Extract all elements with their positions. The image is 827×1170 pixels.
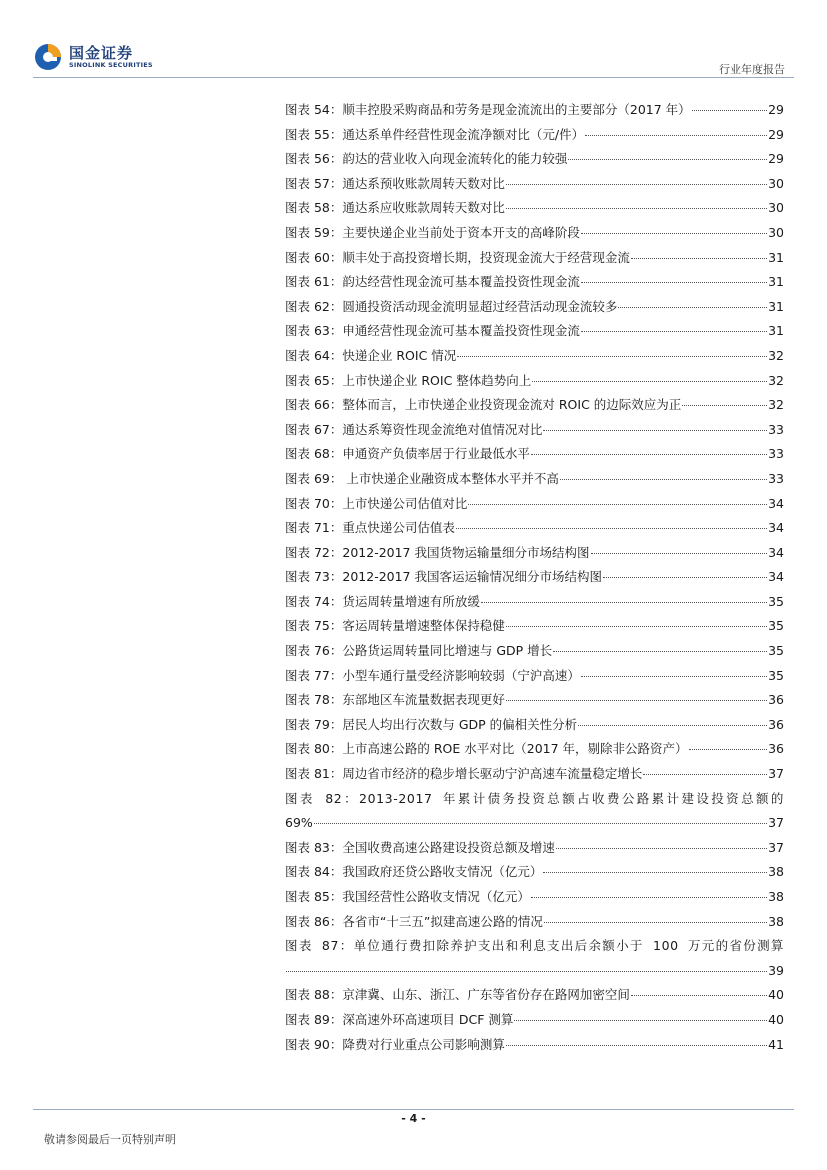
toc-entry-label: 图表 84：我国政府还贷公路收支情况（亿元） [285, 864, 543, 880]
toc-entry-label: 图表 79：居民人均出行次数与 GDP 的偏相关性分析 [285, 716, 578, 732]
toc-entry-label: 图表 88：京津冀、山东、浙江、广东等省份存在路网加密空间 [285, 987, 630, 1003]
toc-page-number: 38 [768, 913, 784, 929]
toc-entry-label: 图表 71：重点快递公司估值表 [285, 520, 455, 536]
toc-entry[interactable] [285, 246, 784, 271]
toc-leader-dots [553, 650, 767, 652]
toc-entry[interactable] [285, 147, 784, 172]
toc-leader-dots [468, 503, 767, 505]
toc-page-number: 34 [768, 569, 784, 585]
toc-entry[interactable] [285, 172, 784, 197]
toc-leader-dots [581, 675, 767, 677]
toc-leader-dots [603, 576, 767, 578]
toc-entry[interactable] [285, 295, 784, 320]
toc-leader-dots [643, 773, 767, 775]
toc-entry-label: 图表 66：整体而言，上市快递企业投资现金流对 ROIC 的边际效应为正 [285, 397, 682, 413]
toc-entry[interactable] [285, 762, 784, 787]
toc-entry[interactable] [285, 836, 784, 861]
toc-page-number: 30 [768, 200, 784, 216]
toc-leader-dots [286, 970, 767, 972]
toc-page-number: 38 [768, 889, 784, 904]
toc-entry-label: 图表 67：通达系筹资性现金流绝对值情况对比 [285, 421, 543, 437]
logo-english-name: SINOLINK SECURITIES [69, 60, 153, 69]
toc-page-number: 36 [768, 741, 784, 757]
toc-entry-label: 图表 54：顺丰控股采购商品和劳务是现金流流出的主要部分（2017 年） [285, 102, 691, 117]
toc-entry-label: 图表 63：申通经营性现金流可基本覆盖投资性现金流 [285, 323, 580, 339]
toc-page-number: 38 [768, 864, 784, 880]
toc-entry[interactable] [285, 442, 784, 467]
toc-entry-label: 图表 57：通达系预收账款周转天数对比 [285, 175, 505, 191]
toc-page-number: 30 [768, 175, 784, 191]
toc-leader-dots [457, 355, 767, 357]
toc-page-number: 34 [768, 495, 784, 511]
toc-leader-dots [631, 257, 767, 259]
toc-page-number: 32 [768, 397, 784, 413]
toc-leader-dots [506, 183, 767, 185]
toc-page-number: 31 [768, 274, 784, 290]
table-of-figures [285, 98, 784, 1057]
toc-entry-label: 图表 73：2012-2017 我国客运运输情况细分市场结构图 [285, 569, 602, 585]
footer-divider [33, 1109, 794, 1110]
toc-page-number: 40 [768, 1011, 784, 1027]
toc-entry-label: 图表 65：上市快递企业 ROIC 整体趋势向上 [285, 372, 532, 388]
toc-entry-label: 图表 70：上市快递公司估值对比 [285, 495, 468, 511]
toc-entry-label: 图表 69： 上市快递企业融资成本整体水平并不高 [285, 470, 559, 486]
toc-entry-label: 图表 85：我国经营性公路收支情况（亿元） [285, 889, 530, 904]
report-type: 行业年度报告 [719, 63, 785, 76]
toc-leader-dots [560, 478, 767, 480]
toc-entry[interactable] [285, 270, 784, 295]
toc-entry-label: 图表 56：韵达的营业收入向现金流转化的能力较强 [285, 151, 568, 167]
toc-entry[interactable] [285, 123, 784, 148]
toc-leader-dots [531, 896, 767, 898]
toc-leader-dots [543, 871, 767, 873]
toc-entry-label: 图表 87：单位通行费扣除养护支出和利息支出后余额小于 100 万元的省份测算 [285, 938, 784, 954]
toc-page-number: 36 [768, 692, 784, 708]
sinolink-logo-icon [33, 42, 63, 72]
toc-entry[interactable] [285, 590, 784, 615]
toc-entry[interactable] [285, 1008, 784, 1033]
toc-entry[interactable] [285, 1033, 784, 1058]
toc-leader-dots [682, 404, 767, 406]
toc-page-number: 35 [768, 593, 784, 609]
toc-leader-dots [581, 232, 767, 234]
toc-leader-dots [514, 1019, 767, 1021]
toc-leader-dots [585, 134, 767, 136]
toc-page-number: 30 [768, 224, 784, 240]
toc-entry[interactable] [285, 860, 784, 885]
toc-entry-label: 图表 82：2013-2017 年累计债务投资总额占收费公路累计建设投资总额的 [285, 790, 784, 806]
toc-entry[interactable] [285, 98, 784, 123]
toc-entry[interactable] [285, 639, 784, 664]
toc-entry-label: 图表 59：主要快递企业当前处于资本开支的高峰阶段 [285, 224, 580, 240]
toc-entry[interactable] [285, 910, 784, 935]
disclaimer-text: 敬请参阅最后一页特别声明 [44, 1133, 176, 1146]
company-logo [33, 42, 153, 72]
toc-entry[interactable] [285, 344, 784, 369]
toc-entry[interactable] [285, 516, 784, 541]
toc-entry-label: 图表 89：深高速外环高速项目 DCF 测算 [285, 1011, 514, 1027]
toc-page-number: 35 [768, 618, 784, 634]
toc-entry-label: 图表 76：公路货运周转量同比增速与 GDP 增长 [285, 643, 553, 659]
toc-entry[interactable] [285, 688, 784, 713]
toc-entry[interactable] [285, 418, 784, 443]
toc-page-number: 33 [768, 470, 784, 486]
toc-entry[interactable] [285, 492, 784, 517]
toc-page-number: 32 [768, 347, 784, 363]
toc-page-number: 34 [768, 544, 784, 560]
toc-entry[interactable] [285, 393, 784, 418]
toc-leader-dots [532, 380, 767, 382]
toc-entry[interactable] [285, 983, 784, 1008]
toc-entry[interactable] [285, 541, 784, 566]
toc-entry-label: 图表 62：圆通投资活动现金流明显超过经营活动现金流较多 [285, 298, 618, 314]
toc-page-number: 31 [768, 323, 784, 339]
toc-page-number: 35 [768, 667, 784, 683]
toc-entry-label: 图表 55：通达系单件经营性现金流净额对比（元/件） [285, 126, 585, 142]
toc-page-number: 29 [768, 126, 784, 142]
toc-entry-label: 图表 68：申通资产负债率居于行业最低水平 [285, 446, 530, 462]
toc-entry[interactable] [285, 565, 784, 590]
toc-page-number: 37 [768, 839, 784, 855]
header-divider [33, 77, 794, 78]
toc-entry-label: 图表 90：降费对行业重点公司影响测算 [285, 1036, 505, 1052]
page-number: - 4 - [401, 1112, 426, 1125]
toc-entry-label: 图表 81：周边省市经济的稳步增长驱动宁沪高速车流量稳定增长 [285, 766, 643, 782]
page-header [0, 0, 827, 80]
toc-page-number: 37 [768, 766, 784, 782]
toc-leader-dots [581, 281, 767, 283]
toc-leader-dots [506, 207, 767, 209]
toc-leader-dots [581, 330, 767, 332]
toc-leader-dots [456, 527, 767, 529]
toc-entry[interactable] [285, 467, 784, 492]
toc-leader-dots [544, 921, 767, 923]
toc-page-number: 39 [768, 962, 784, 978]
toc-page-number: 32 [768, 372, 784, 388]
toc-leader-dots [618, 306, 767, 308]
toc-entry-label: 图表 72：2012-2017 我国货物运输量细分市场结构图 [285, 544, 590, 560]
toc-entry[interactable] [285, 664, 784, 689]
toc-entry-label: 图表 77：小型车通行量受经济影响较弱（宁沪高速） [285, 667, 580, 683]
toc-page-number: 29 [768, 102, 784, 117]
toc-entry-label: 图表 60：顺丰处于高投资增长期，投资现金流大于经营现金流 [285, 249, 630, 265]
toc-leader-dots [506, 699, 767, 701]
toc-entry[interactable] [285, 319, 784, 344]
toc-entry[interactable] [285, 196, 784, 221]
toc-leader-dots [689, 748, 768, 750]
toc-entry[interactable] [285, 614, 784, 639]
toc-entry-label: 图表 86：各省市“十三五”拟建高速公路的情况 [285, 913, 543, 929]
toc-entry[interactable] [285, 713, 784, 738]
toc-leader-dots [531, 453, 767, 455]
toc-leader-dots [631, 994, 767, 996]
toc-entry-label-continued: 69% [285, 815, 313, 831]
toc-entry[interactable] [285, 737, 784, 762]
toc-leader-dots [506, 1044, 767, 1046]
toc-entry[interactable] [285, 787, 784, 836]
toc-page-number: 33 [768, 421, 784, 437]
toc-leader-dots [543, 429, 767, 431]
toc-entry-label: 图表 75：客运周转量增速整体保持稳健 [285, 618, 505, 634]
toc-leader-dots [314, 822, 767, 824]
toc-page-number: 41 [768, 1036, 784, 1052]
logo-chinese-name: 国金证券 [69, 43, 134, 62]
toc-entry[interactable] [285, 221, 784, 246]
toc-page-number: 34 [768, 520, 784, 536]
toc-entry-label: 图表 80：上市高速公路的 ROE 水平对比（2017 年，剔除非公路资产） [285, 741, 688, 757]
toc-page-number: 31 [768, 249, 784, 265]
toc-page-number: 29 [768, 151, 784, 167]
toc-leader-dots [506, 625, 767, 627]
toc-page-number: 40 [768, 987, 784, 1003]
toc-leader-dots [556, 847, 767, 849]
toc-leader-dots [481, 601, 767, 603]
toc-page-number: 37 [768, 815, 784, 831]
toc-entry-label: 图表 74：货运周转量增速有所放缓 [285, 593, 480, 609]
toc-entry[interactable] [285, 934, 784, 983]
toc-leader-dots [591, 552, 768, 554]
toc-entry-label: 图表 61：韵达经营性现金流可基本覆盖投资性现金流 [285, 274, 580, 290]
toc-page-number: 33 [768, 446, 784, 462]
toc-entry-label: 图表 64：快递企业 ROIC 情况 [285, 347, 457, 363]
toc-page-number: 35 [768, 643, 784, 659]
toc-page-number: 31 [768, 298, 784, 314]
toc-entry[interactable] [285, 369, 784, 394]
toc-leader-dots [578, 724, 767, 726]
toc-leader-dots [568, 158, 767, 160]
toc-entry-label: 图表 83：全国收费高速公路建设投资总额及增速 [285, 839, 555, 855]
toc-entry-label: 图表 78：东部地区车流量数据表现更好 [285, 692, 505, 708]
toc-entry-label: 图表 58：通达系应收账款周转天数对比 [285, 200, 505, 216]
toc-leader-dots [692, 109, 767, 111]
toc-entry[interactable] [285, 885, 784, 910]
toc-page-number: 36 [768, 716, 784, 732]
